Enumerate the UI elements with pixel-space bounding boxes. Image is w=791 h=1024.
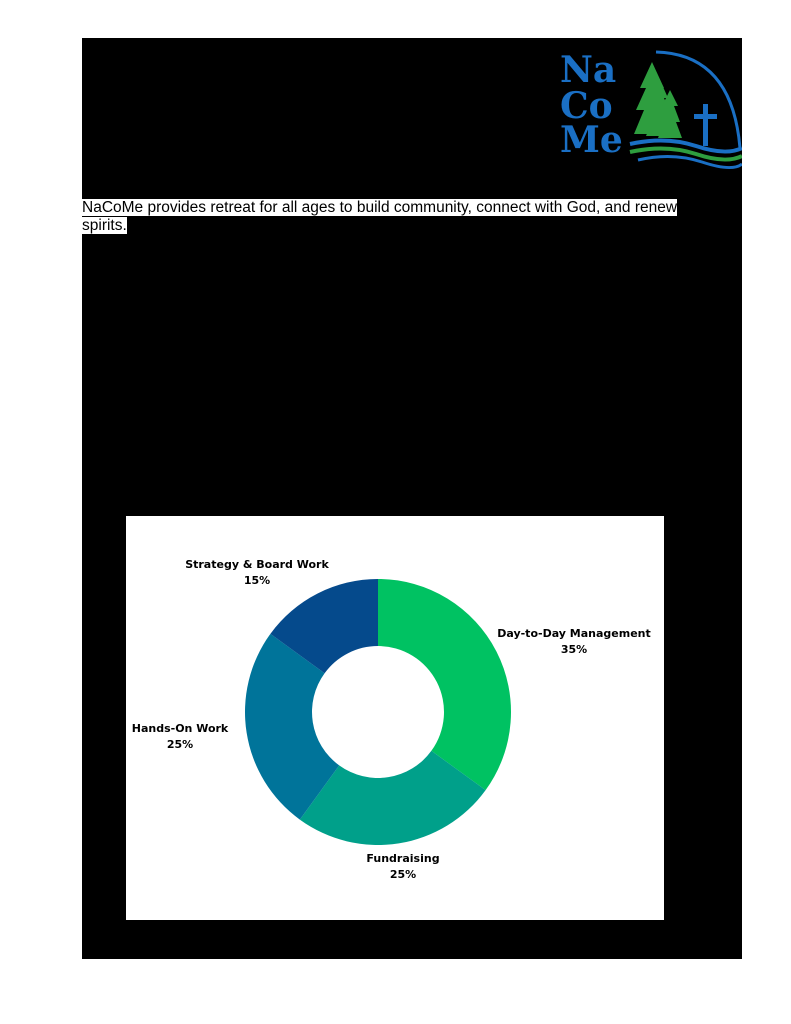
logo-letters-co: Co [560,85,613,127]
donut-chart [126,516,664,920]
slice-percent-label: 25% [166,738,194,751]
slice-percent-label: 15% [243,574,271,587]
donut-slice-day-to-day-management [378,579,511,790]
logo-cross-icon [694,104,717,146]
mission-text: NaCoMe provides retreat for all ages to build community, connect with God, and renew spirits. [82,199,678,234]
slice-category-label: Fundraising [366,852,440,865]
logo-trees-icon [634,62,682,138]
logo-letters-me: Me [560,119,623,161]
slice-percent-label: 35% [560,643,588,656]
nacome-logo [556,44,742,170]
slice-percent-label: 25% [389,868,417,881]
slice-category-label: Day-to-Day Management [497,627,651,640]
slice-category-label: Strategy & Board Work [185,558,329,571]
mission-statement [82,199,682,235]
slice-category-label: Hands-On Work [131,722,229,735]
chart-container [126,516,664,920]
logo-letters-na: Na [560,49,617,91]
